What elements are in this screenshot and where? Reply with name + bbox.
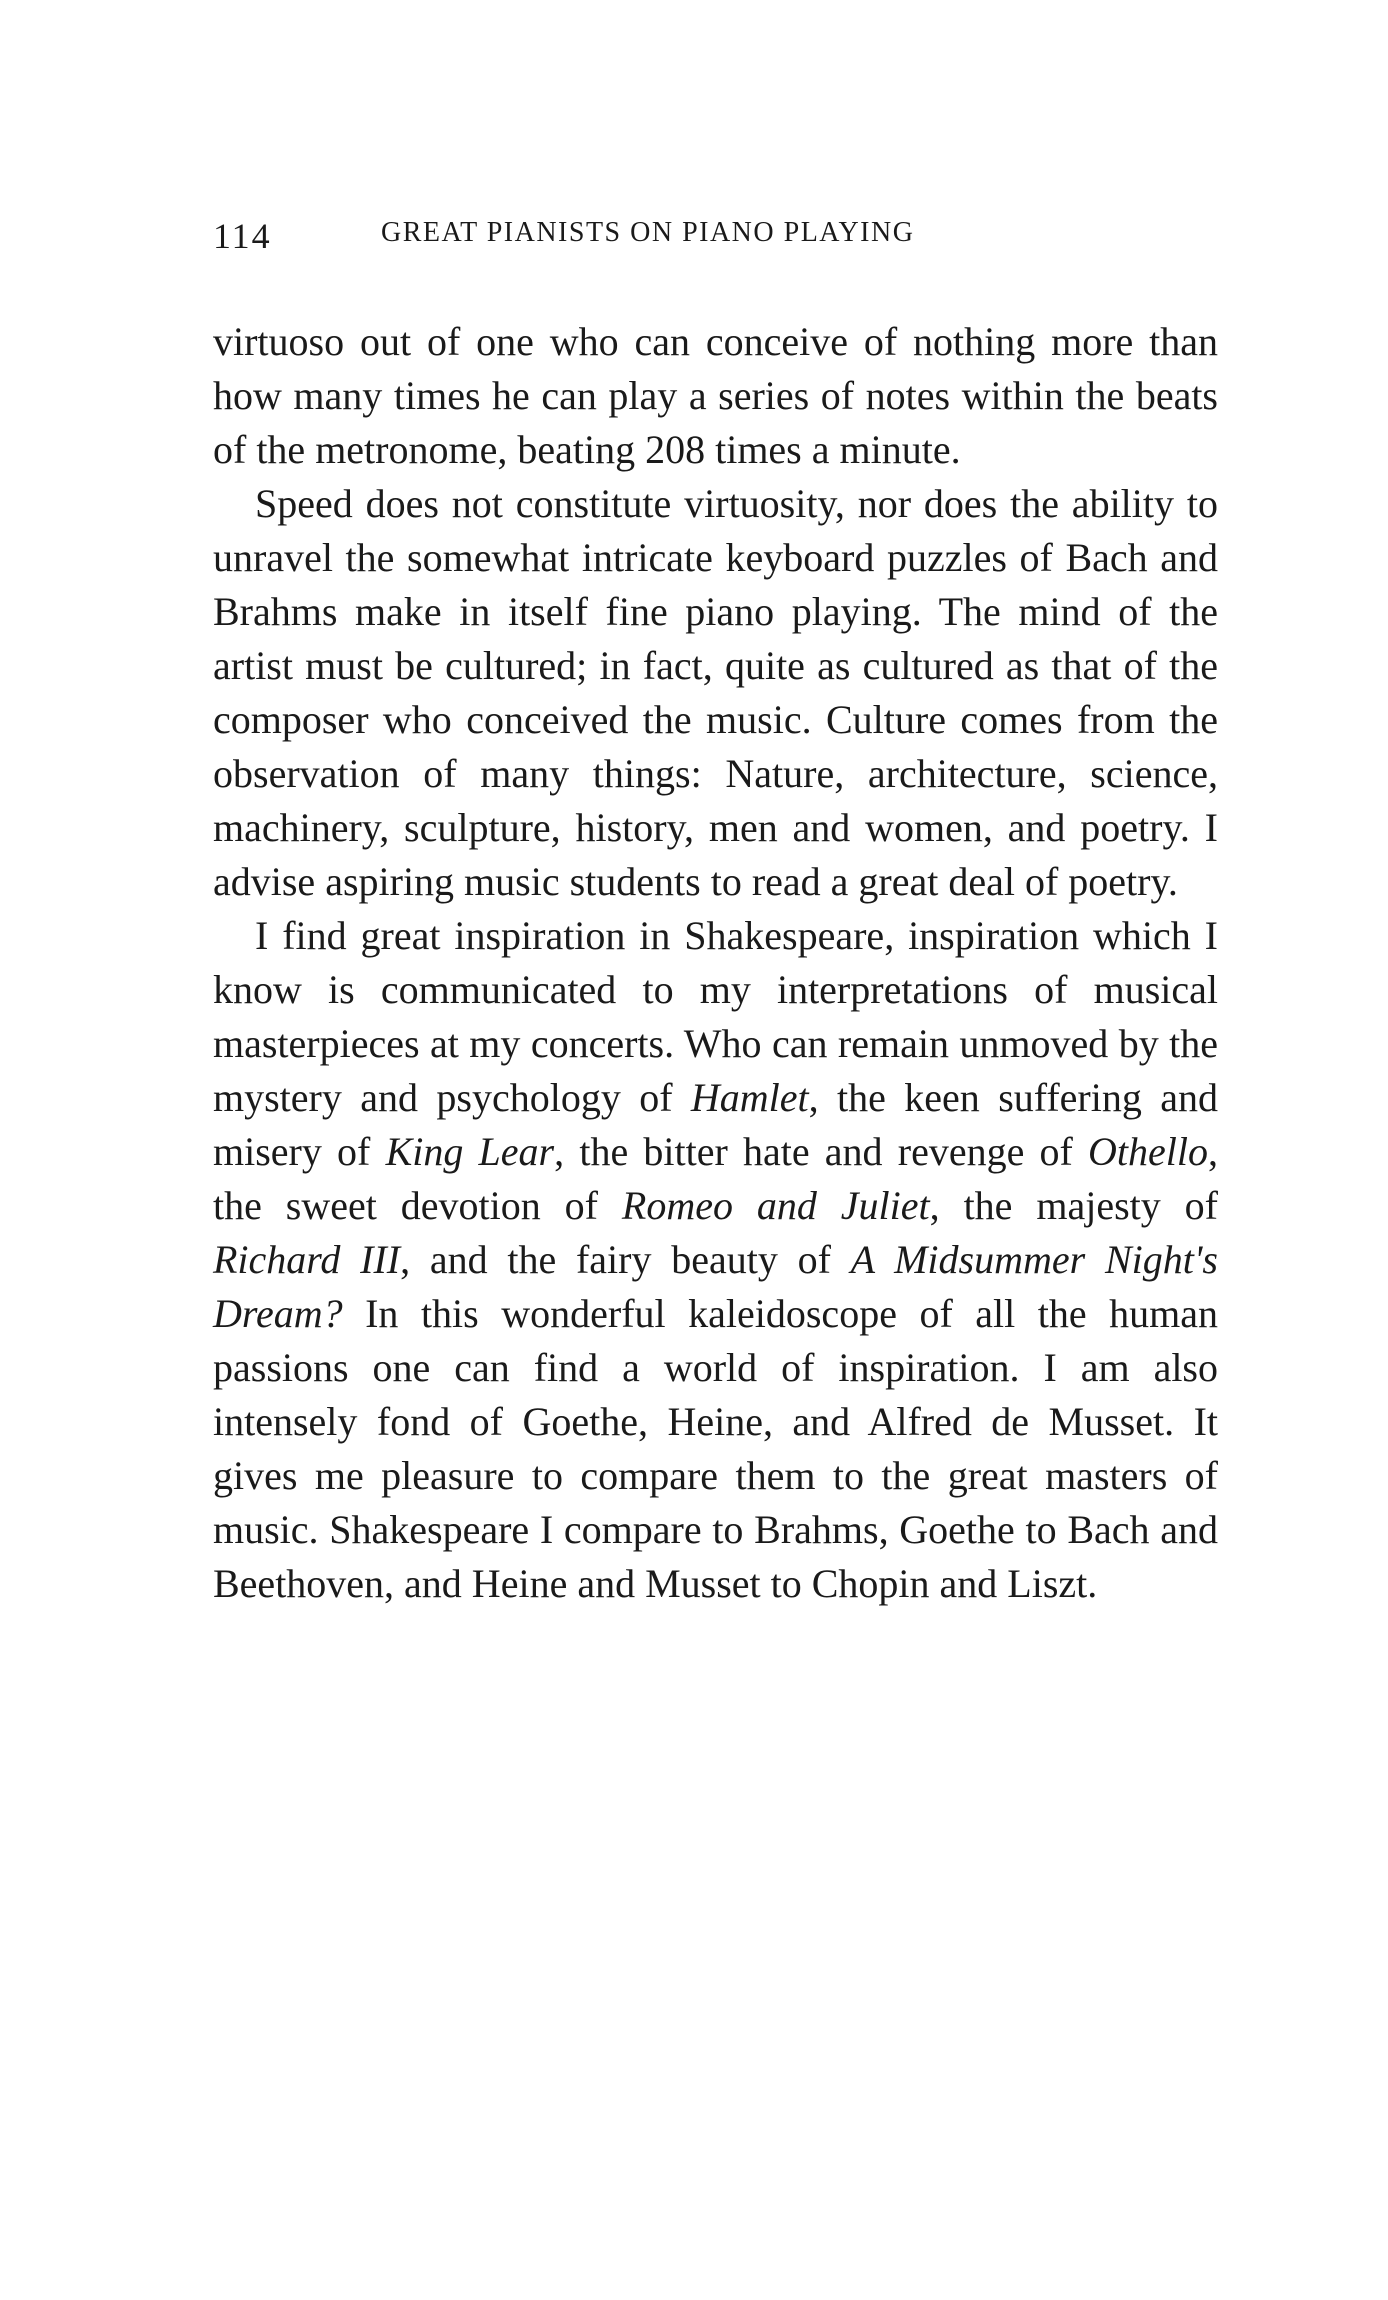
body-text [213,315,1218,1611]
running-head [213,215,1218,265]
book-page [213,215,1218,1611]
text-span: , the bitter hate and revenge of [554,1129,1089,1174]
title-romeo-and-juliet: Romeo and Juliet [621,1183,930,1228]
title-king-lear: King Lear [385,1129,555,1174]
title-hamlet: Hamlet [690,1075,809,1120]
text-span: , and the fairy beauty of [400,1237,851,1282]
running-title: GREAT PIANISTS ON PIANO PLAYING [381,217,915,248]
paragraph-continued: virtuoso out of one who can conceive of nothing more than how many times he can play a series of notes within the beats of the metronome, beating 208 times a minute. [213,319,1218,472]
title-richard-iii: Richard III [213,1237,401,1282]
paragraph-shakespeare [213,909,1218,1611]
page-number: 114 [213,216,272,256]
text-span: , the majesty of [929,1183,1218,1228]
text-span: I find great inspiration in Shakespeare, inspiration which I know is communicated to my interpretations of musical masterpieces at my concerts. Who can remain unmoved by the mystery and psychology of [213,913,1218,1120]
text-span: , the keen suffering and misery of [213,1075,1218,1174]
title-othello: Othello [1088,1129,1209,1174]
text-span: In this wonderful kaleidoscope of all the human passions one can find a world of inspiration. I am also intensely fond of Goethe, Heine, and Alfred de Musset. It gives me pleasure to compare them to the great masters of music. Shakespeare I compare to Brahms, Goethe to Bach and Beethoven, and Heine and Musset to Chopin and Liszt. [213,1291,1218,1606]
title-midsummer-nights-dream: A Midsummer Night's Dream? [213,1237,1218,1336]
text-span: , the sweet devotion of [213,1129,1219,1228]
paragraph-speed: Speed does not constitute virtuosity, nor does the ability to unravel the somewhat intricate keyboard puzzles of Bach and Brahms make in itself fine piano playing. The mind of the artist must be cultured; in fact, quite as cultured as that of the composer who conceived the music. Culture comes from the observation of many things: Nature, architecture, science, machinery, sculpture, history, men and women, and poetry. I advise aspiring music students to read a great deal of poetry. [213,481,1218,904]
